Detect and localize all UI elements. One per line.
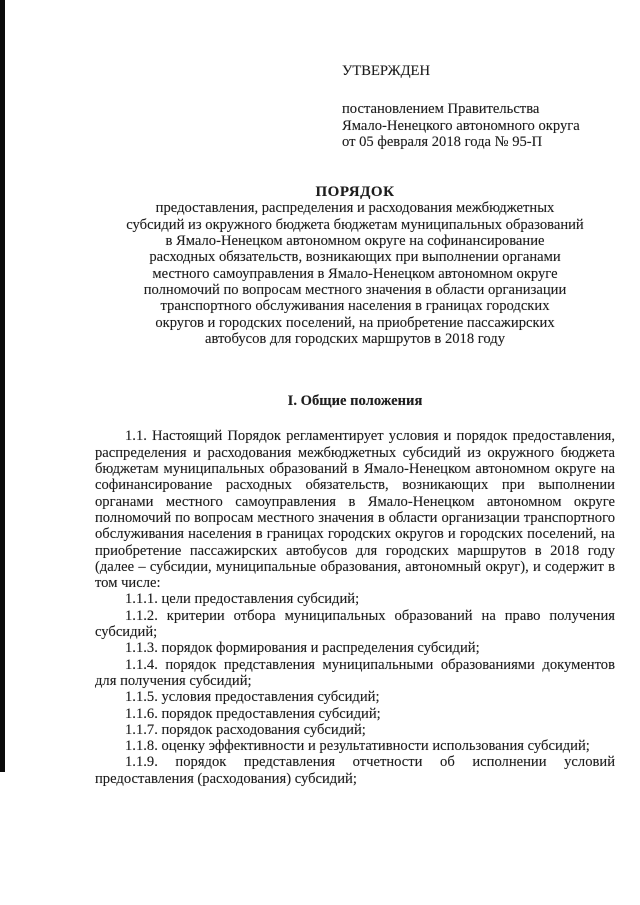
document-subtitle — [95, 200, 615, 347]
paragraph-1-1-6: 1.1.6. порядок предоставления субсидий; — [125, 705, 381, 722]
paragraph-1-1-7: 1.1.7. порядок расходования субсидий; — [125, 721, 366, 738]
approval-line: от 05 февраля 2018 года № 95-П — [342, 133, 543, 150]
subtitle-line: округов и городских поселений, на приобретение пассажирских — [155, 314, 555, 331]
subtitle-line: автобусов для городских маршрутов в 2018 году — [204, 330, 506, 347]
section-heading: I. Общие положения — [287, 393, 423, 410]
approval-line: Ямало-Ненецкого автономного округа — [342, 117, 580, 134]
document-title-block — [95, 184, 615, 347]
paragraph-1-1: 1.1. Настоящий Порядок регламентирует условия и порядок предоставления, распределения и расходования межбюджетных субсидий из окружного бюджета бюджетам муниципальных образований в Ямало-Ненецком автономном округе на софинансирование расходных обязательств, возникающих при выполнении органами местного самоуправления в Ямало-Ненецком автономном округе полномочий по вопросам местного значения в области организации транспортного обслуживания населения в границах городских округов и городских поселений, на приобретение пассажирских автобусов для городских маршрутов в 2018 году (далее – субсидии, муниципальные образования, автономный округ), и содержит в том числе: — [95, 428, 615, 592]
paragraph-1-1-3: 1.1.3. порядок формирования и распределения субсидий; — [125, 640, 480, 657]
document-title: ПОРЯДОК — [315, 184, 395, 201]
scan-artifact-left-bar — [0, 0, 5, 772]
approval-stamp — [342, 63, 615, 150]
paragraph-1-1-2: 1.1.2. критерии отбора муниципальных образований на право получения субсидий; — [95, 607, 615, 641]
subtitle-line: полномочий по вопросам местного значения в области организации — [143, 281, 567, 298]
paragraph-1-1-9: 1.1.9. порядок представления отчетности об исполнении условий предоставления (расходования) субсидий; — [95, 754, 615, 787]
approval-status-label: УТВЕРЖДЕН — [342, 63, 430, 79]
subtitle-line: в Ямало-Ненецком автономном округе на софинансирование — [165, 233, 545, 250]
subtitle-line: предоставления, распределения и расходования межбюджетных — [155, 200, 555, 217]
paragraph-1-1-4: 1.1.4. порядок представления муниципальными образованиями документов для получения субсидий; — [95, 656, 615, 689]
paragraph-1-1-1: 1.1.1. цели предоставления субсидий; — [125, 591, 360, 608]
subtitle-line: субсидий из окружного бюджета бюджетам муниципальных образований — [126, 216, 584, 233]
approval-line: постановлением Правительства — [342, 101, 540, 118]
document-content — [95, 0, 615, 787]
subtitle-line: расходных обязательств, возникающих при выполнении органами — [149, 249, 561, 266]
paragraph-1-1-8: 1.1.8. оценку эффективности и результативности использования субсидий; — [125, 738, 590, 755]
subtitle-line: местного самоуправления в Ямало-Ненецком автономном округе — [152, 265, 558, 282]
document-body — [95, 428, 615, 787]
subtitle-line: транспортного обслуживания населения в границах городских — [160, 298, 550, 315]
paragraph-1-1-5: 1.1.5. условия предоставления субсидий; — [125, 689, 380, 706]
